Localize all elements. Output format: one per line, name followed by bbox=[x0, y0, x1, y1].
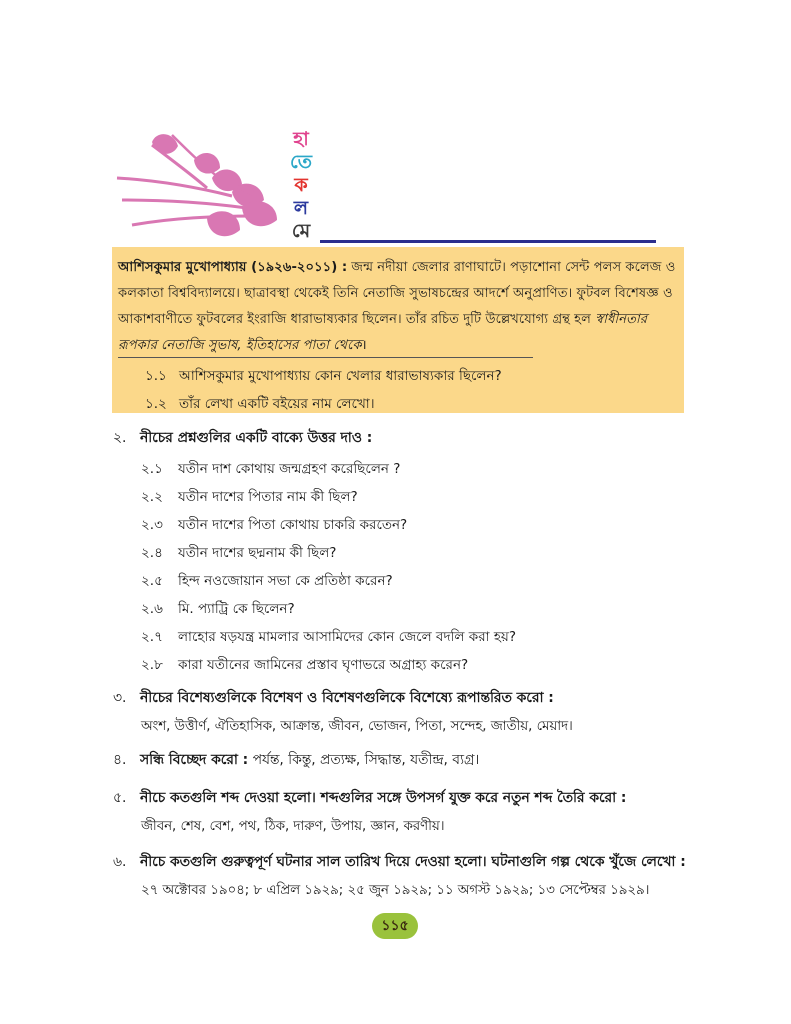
info-question-1 bbox=[145, 365, 502, 388]
question-6-words: ২৭ অক্টোবর ১৯০৪; ৮ এপ্রিল ১৯২৯; ২৫ জুন ১৯২৯; ১১ অগস্ট ১৯২৯; ১৩ সেপ্টেম্বর ১৯২৯। bbox=[141, 883, 650, 898]
info-divider bbox=[118, 357, 533, 358]
question-3-words: অংশ, উত্তীর্ণ, ঐতিহাসিক, আক্রান্ত, জীবন, ভোজন, পিতা, সন্দেহ, জাতীয়, মেয়াদ। bbox=[141, 719, 573, 734]
header-divider bbox=[320, 240, 656, 243]
question-4-heading bbox=[113, 748, 479, 772]
author-books: স্বাধীনতার রূপকার নেতাজি সুভাষ, ইতিহাসের পাতা থেকে bbox=[118, 312, 647, 353]
sub-question bbox=[141, 654, 468, 677]
author-info-box bbox=[112, 247, 684, 413]
question-title: নীচের প্রশ্নগুলির একটি বাক্যে উত্তর দাও : bbox=[140, 430, 373, 446]
sub-question bbox=[141, 486, 358, 509]
sub-question-number: ২.৪ bbox=[141, 545, 163, 561]
sub-question-text: মি. প্যাট্রি কে ছিলেন? bbox=[178, 601, 295, 617]
question-6-heading bbox=[113, 850, 686, 874]
title-letter-4: ল bbox=[293, 197, 309, 219]
sub-question-number: ২.২ bbox=[141, 489, 163, 505]
title-letter-5: মে bbox=[291, 220, 311, 242]
question-5-words: জীবন, শেষ, বেশ, পথ, ঠিক, দারুণ, উপায়, জ্ঞান, করণীয়। bbox=[141, 819, 445, 834]
sub-question-number: ২.১ bbox=[141, 461, 163, 477]
question-title: নীচে কতগুলি শব্দ দেওয়া হলো। শব্দগুলির সঙ্গে উপসর্গ যুক্ত করে নতুন শব্দ তৈরি করো : bbox=[140, 790, 627, 806]
info-question-number: ১.২ bbox=[145, 396, 167, 412]
question-2-heading bbox=[113, 426, 372, 450]
sub-question-text: যতীন দাশের পিতার নাম কী ছিল? bbox=[178, 489, 358, 505]
sub-question bbox=[141, 542, 336, 565]
question-4-words: পর্যন্ত, কিন্তু, প্রত্যক্ষ, সিদ্ধান্ত, যতীন্দ্র, ব্যগ্র। bbox=[248, 752, 480, 768]
question-number: ৬. bbox=[113, 854, 127, 870]
sub-question-number: ২.৮ bbox=[141, 657, 163, 673]
sub-question-text: কারা যতীনের জামিনের প্রস্তাব ঘৃণাভরে অগ্রাহ্য করেন? bbox=[178, 657, 469, 673]
author-bio bbox=[118, 255, 678, 359]
question-number: ৩. bbox=[113, 690, 127, 706]
sub-question-number: ২.৭ bbox=[141, 629, 163, 645]
info-question-number: ১.১ bbox=[145, 368, 167, 384]
info-question-2 bbox=[145, 393, 375, 416]
title-letter-2: তে bbox=[290, 151, 312, 173]
question-number: ২. bbox=[113, 430, 127, 446]
title-letter-3: ক bbox=[294, 174, 308, 196]
sub-question bbox=[141, 458, 400, 481]
section-title-vertical bbox=[288, 128, 314, 243]
sub-question-text: যতীন দাশের ছদ্মনাম কী ছিল? bbox=[178, 545, 337, 561]
question-title: সন্ধি বিচ্ছেদ করো : bbox=[140, 752, 249, 768]
sub-question bbox=[141, 514, 407, 537]
question-5-heading bbox=[113, 786, 626, 810]
sub-question bbox=[141, 626, 516, 649]
sub-question bbox=[141, 598, 295, 621]
sub-question-number: ২.৬ bbox=[141, 601, 163, 617]
sub-question-text: লাহোর ষড়যন্ত্র মামলার আসামিদের কোন জেলে বদলি করা হয়? bbox=[178, 629, 517, 645]
sub-question-text: হিন্দ নওজোয়ান সভা কে প্রতিষ্ঠা করেন? bbox=[178, 573, 393, 589]
title-letter-1: হা bbox=[293, 128, 309, 150]
author-name: আশিসকুমার মুখোপাধ্যায় (১৯২৬-২০১১) : bbox=[118, 260, 348, 275]
sub-question-number: ২.৫ bbox=[141, 573, 163, 589]
question-number: ৪. bbox=[113, 752, 127, 768]
page-number: ১১৫ bbox=[372, 913, 418, 939]
sub-question-text: যতীন দাশ কোথায় জন্মগ্রহণ করেছিলেন ? bbox=[178, 461, 401, 477]
question-number: ৫. bbox=[113, 790, 127, 806]
info-question-text: আশিসকুমার মুখোপাধ্যায় কোন খেলার ধারাভাষ্যকার ছিলেন? bbox=[179, 368, 502, 384]
flower-illustration-icon bbox=[112, 130, 292, 245]
author-bio-text: জন্ম নদীয়া জেলার রাণাঘাটে। পড়াশোনা সেন্ট পলস কলেজ ও কলকাতা বিশ্ববিদ্যালয়ে। ছাত্রাবস্থা থেকেই তিনি নেতাজি সুভাষচন্দ্রের আদর্শে অনুপ্রাণিত। ফুটবল বিশেষজ্ঞ ও আকাশবাণীতে ফুটবলের ইংরাজি ধারাভাষ্যকার ছিলেন। তাঁর রচিত দুটি উল্লেখযোগ্য গ্রন্থ হল bbox=[118, 260, 676, 327]
sub-question-number: ২.৩ bbox=[141, 517, 163, 533]
question-title: নীচে কতগুলি গুরুত্বপূর্ণ ঘটনার সাল তারিখ দিয়ে দেওয়া হলো। ঘটনাগুলি গল্প থেকে খুঁজে লেখো : bbox=[140, 854, 686, 870]
sub-question bbox=[141, 570, 393, 593]
author-bio-end: । bbox=[361, 338, 367, 353]
question-title: নীচের বিশেষ্যগুলিকে বিশেষণ ও বিশেষণগুলিকে বিশেষ্যে রূপান্তরিত করো : bbox=[140, 690, 554, 706]
info-question-text: তাঁর লেখা একটি বইয়ের নাম লেখো। bbox=[179, 396, 375, 412]
question-3-heading bbox=[113, 686, 554, 710]
sub-question-text: যতীন দাশের পিতা কোথায় চাকরি করতেন? bbox=[178, 517, 408, 533]
